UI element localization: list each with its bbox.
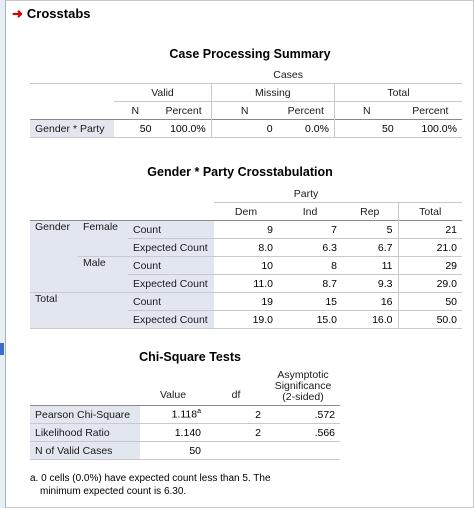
ct-cell: 9.3	[342, 275, 398, 293]
chi-value-header: Value	[159, 389, 187, 401]
chi-footnote-line1: a. 0 cells (0.0%) have expected count less than 5. The	[30, 473, 271, 484]
chi-sig-cell: .572	[266, 406, 340, 424]
ct-cell: 7	[278, 221, 342, 239]
crosstabs-heading[interactable]	[12, 6, 90, 21]
ct-count-label: Count	[128, 293, 214, 311]
ct-col-rep: Rep	[342, 203, 398, 221]
ct-cell: 5	[342, 221, 398, 239]
chi-sig-header-line1: Asymptotic	[277, 369, 329, 381]
ct-female-label: Female	[78, 221, 128, 257]
ct-gender-label: Gender	[30, 221, 78, 293]
ct-cell: 29	[398, 257, 462, 275]
ct-cell: 8.0	[214, 239, 278, 257]
ct-cell: 19.0	[214, 311, 278, 329]
chi-df-cell: 2	[206, 406, 266, 424]
cps-cell: 100.0%	[156, 120, 211, 138]
ct-expected-label: Expected Count	[128, 311, 214, 329]
cps-cell: 0	[211, 120, 277, 138]
cps-percent-header: Percent	[278, 102, 335, 120]
cps-percent-header: Percent	[156, 102, 211, 120]
ct-cell: 21	[398, 221, 462, 239]
crosstab-table	[30, 185, 462, 329]
cps-missing-header: Missing	[211, 84, 334, 102]
ct-total-label: Total	[30, 293, 128, 329]
chi-footnote-line2: minimum expected count is 6.30.	[40, 486, 187, 497]
ct-count-label: Count	[128, 221, 214, 239]
chi-title: Chi-Square Tests	[139, 350, 241, 364]
ct-cell: 15	[278, 293, 342, 311]
ct-cell: 16.0	[342, 311, 398, 329]
ct-cell: 9	[214, 221, 278, 239]
ct-cell: 50	[398, 293, 462, 311]
cps-title: Case Processing Summary	[169, 47, 331, 61]
ct-expected-label: Expected Count	[128, 275, 214, 293]
output-navigator-strip[interactable]	[0, 0, 6, 508]
chi-value-cell: 50	[140, 442, 206, 460]
ct-party-header: Party	[214, 185, 398, 203]
ct-title: Gender * Party Crosstabulation	[147, 165, 333, 179]
chi-sig-header-line3: (2-sided)	[282, 391, 324, 403]
chi-sig-header	[266, 368, 340, 406]
cps-percent-header: Percent	[412, 104, 449, 117]
cps-total-header: Total	[334, 84, 462, 102]
chi-value-cell	[140, 406, 206, 424]
cps-n-header: N	[131, 104, 140, 117]
cps-cell: 50	[334, 120, 398, 138]
ct-cell: 10	[214, 257, 278, 275]
cps-cell: 50	[114, 120, 156, 138]
chi-df-cell	[206, 442, 266, 460]
ct-cell: 19	[214, 293, 278, 311]
ct-cell: 6.3	[278, 239, 342, 257]
cps-row-label: Gender * Party	[30, 120, 114, 138]
ct-cell: 50.0	[398, 311, 462, 329]
chi-sig-header-line2: Significance	[274, 380, 332, 392]
ct-cell: 8.7	[278, 275, 342, 293]
ct-expected-label: Expected Count	[128, 239, 214, 257]
cps-cell: 100.0%	[399, 120, 462, 138]
cps-n-header: N	[240, 104, 249, 117]
chi-footnote-marker: a	[197, 408, 201, 416]
heading-text: Crosstabs	[26, 6, 91, 21]
chi-value-text: 1.118	[171, 408, 198, 421]
ct-col-total: Total	[419, 205, 442, 218]
ct-col-dem: Dem	[234, 205, 258, 218]
arrow-right-icon: ➜	[12, 6, 23, 21]
cps-corner	[30, 66, 114, 84]
ct-cell: 11.0	[214, 275, 278, 293]
ct-cell: 6.7	[342, 239, 398, 257]
chi-sig-cell	[266, 442, 340, 460]
chi-df-cell: 2	[206, 424, 266, 442]
ct-cell: 16	[342, 293, 398, 311]
ct-count-label: Count	[128, 257, 214, 275]
chi-row-label: N of Valid Cases	[30, 442, 140, 460]
chi-row-label: Pearson Chi-Square	[30, 406, 140, 424]
ct-col-ind: Ind	[302, 205, 318, 218]
ct-cell: 15.0	[278, 311, 342, 329]
cps-cases-header: Cases	[114, 66, 462, 84]
chi-row-label: Likelihood Ratio	[30, 424, 140, 442]
ct-cell: 11	[342, 257, 398, 275]
cps-cell: 0.0%	[278, 120, 335, 138]
ct-cell: 21.0	[398, 239, 462, 257]
cps-n-header: N	[363, 104, 371, 117]
chi-footnote	[30, 472, 330, 498]
selection-marker	[0, 343, 4, 355]
chi-df-header: df	[231, 389, 241, 401]
ct-cell: 8	[278, 257, 342, 275]
case-processing-table	[30, 66, 462, 138]
ct-cell: 29.0	[398, 275, 462, 293]
chi-square-table	[30, 368, 340, 460]
cps-valid-header: Valid	[114, 84, 211, 102]
ct-male-label: Male	[78, 257, 128, 293]
chi-value-cell: 1.140	[140, 424, 206, 442]
chi-sig-cell: .566	[266, 424, 340, 442]
